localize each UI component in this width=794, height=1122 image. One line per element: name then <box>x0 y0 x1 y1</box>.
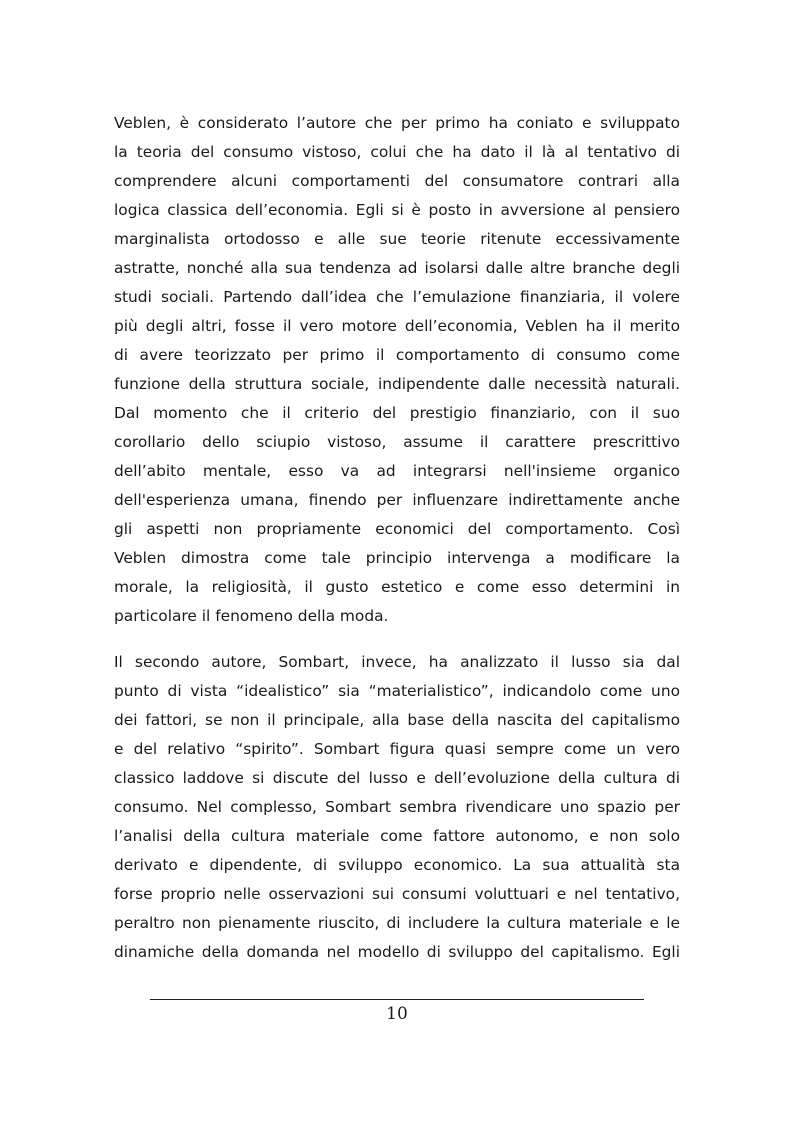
text-line: Il secondo autore, Sombart, invece, ha analizzato il lusso sia dal <box>114 653 680 671</box>
text-line: studi sociali. Partendo dall’idea che l’emulazione finanziaria, il volere <box>114 288 680 306</box>
text-line: morale, la religiosità, il gusto estetico e come esso determini in <box>114 578 680 596</box>
paragraph-veblen <box>114 109 680 631</box>
text-line: dinamiche della domanda nel modello di sviluppo del capitalismo. Egli <box>114 943 680 961</box>
text-line: Veblen dimostra come tale principio intervenga a modificare la <box>114 549 680 567</box>
text-line: marginalista ortodosso e alle sue teorie ritenute eccessivamente <box>114 230 680 248</box>
paragraph-sombart <box>114 648 680 967</box>
text-line: comprendere alcuni comportamenti del consumatore contrari alla <box>114 172 680 190</box>
text-line: l’analisi della cultura materiale come fattore autonomo, e non solo <box>114 827 680 845</box>
text-line: forse proprio nelle osservazioni sui consumi voluttuari e nel tentativo, <box>114 885 680 903</box>
text-line: dell’abito mentale, esso va ad integrarsi nell'insieme organico <box>114 462 680 480</box>
text-line: Dal momento che il criterio del prestigio finanziario, con il suo <box>114 404 680 422</box>
text-line: consumo. Nel complesso, Sombart sembra rivendicare uno spazio per <box>114 798 680 816</box>
text-line: corollario dello sciupio vistoso, assume il carattere prescrittivo <box>114 433 680 451</box>
text-line: più degli altri, fosse il vero motore dell’economia, Veblen ha il merito <box>114 317 680 335</box>
text-line: peraltro non pienamente riuscito, di includere la cultura materiale e le <box>114 914 680 932</box>
text-line: gli aspetti non propriamente economici del comportamento. Così <box>114 520 680 538</box>
text-line: logica classica dell’economia. Egli si è posto in avversione al pensiero <box>114 201 680 219</box>
text-line: funzione della struttura sociale, indipendente dalle necessità naturali. <box>114 375 680 393</box>
text-line: derivato e dipendente, di sviluppo economico. La sua attualità sta <box>114 856 680 874</box>
text-line: classico laddove si discute del lusso e dell’evoluzione della cultura di <box>114 769 680 787</box>
text-line: e del relativo “spirito”. Sombart figura quasi sempre come un vero <box>114 740 680 758</box>
text-line: particolare il fenomeno della moda. <box>114 607 389 625</box>
text-line: Veblen, è considerato l’autore che per primo ha coniato e sviluppato <box>114 114 680 132</box>
page-number: 10 <box>386 1004 408 1024</box>
text-line: dell'esperienza umana, finendo per influenzare indirettamente anche <box>114 491 680 509</box>
text-line: la teoria del consumo vistoso, colui che ha dato il là al tentativo di <box>114 143 680 161</box>
text-line: astratte, nonché alla sua tendenza ad isolarsi dalle altre branche degli <box>114 259 680 277</box>
text-line: di avere teorizzato per primo il comportamento di consumo come <box>114 346 680 364</box>
text-line: dei fattori, se non il principale, alla base della nascita del capitalismo <box>114 711 680 729</box>
text-line: punto di vista “idealistico” sia “materialistico”, indicandolo come uno <box>114 682 680 700</box>
footer-divider <box>150 999 644 1000</box>
